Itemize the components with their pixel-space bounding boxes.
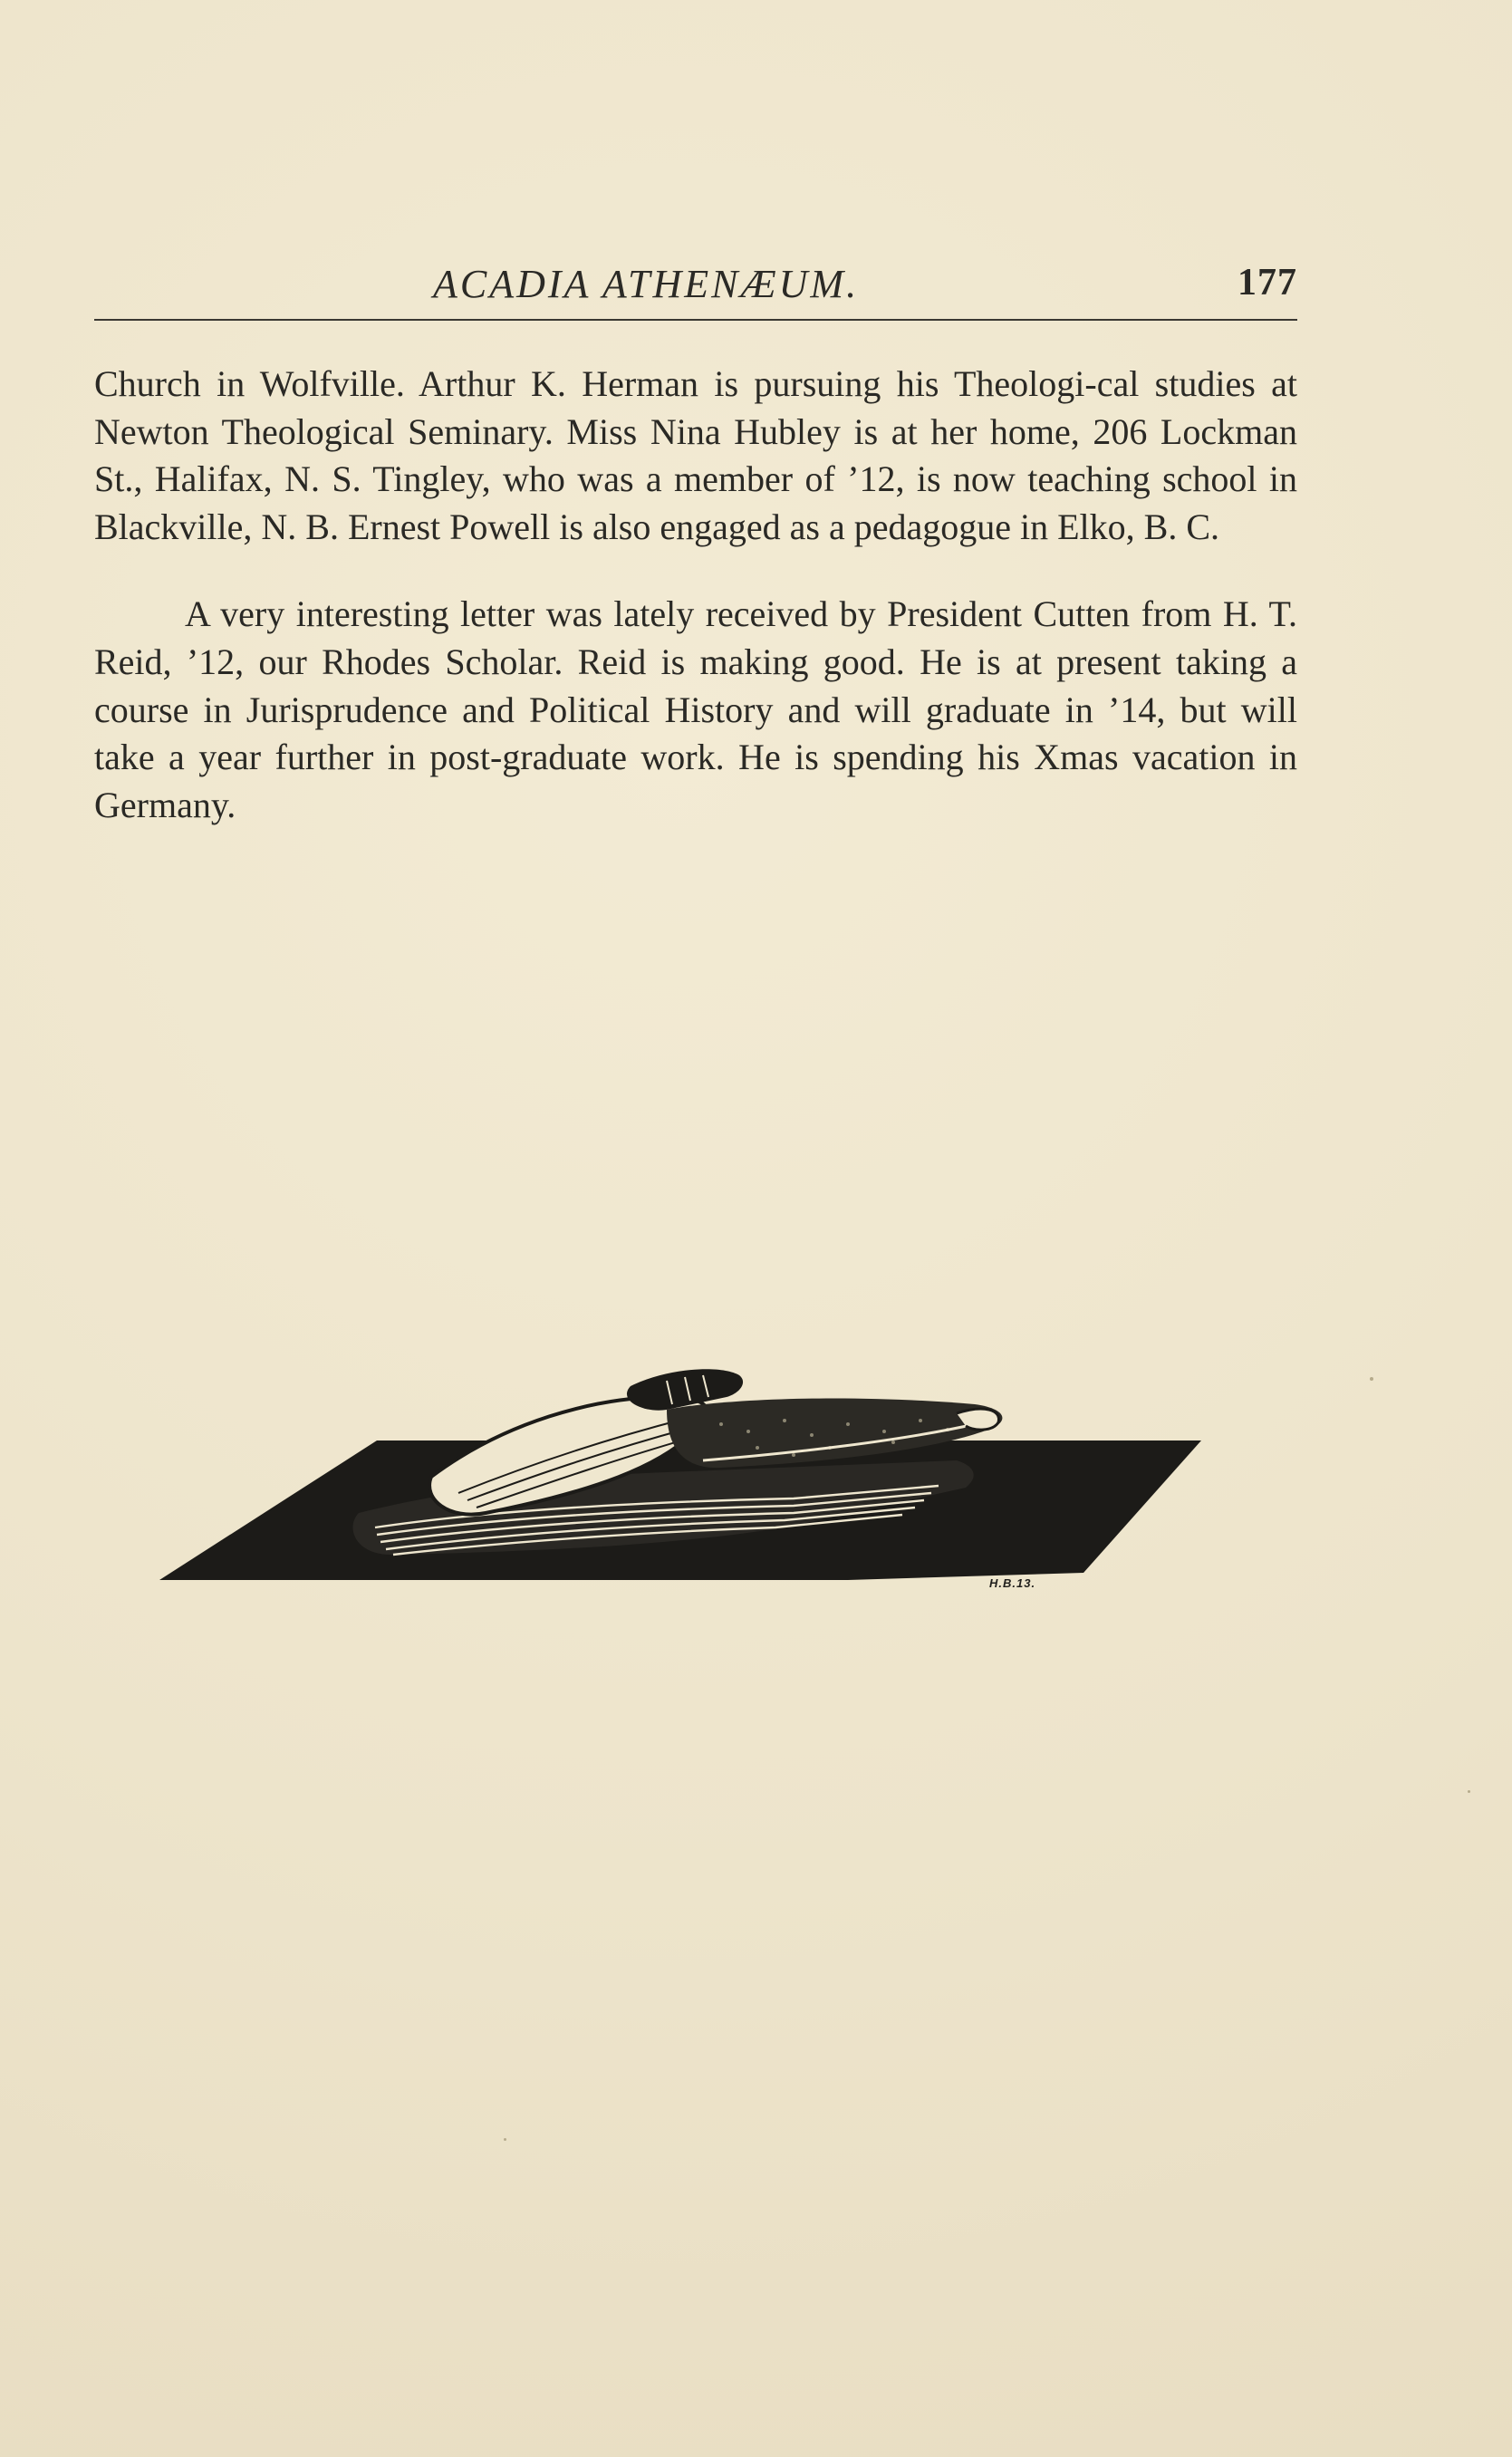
header-rule: [94, 319, 1297, 321]
paper-speck: [1370, 1377, 1373, 1381]
artist-monogram: H.B.13.: [989, 1576, 1036, 1590]
running-title: ACADIA ATHENÆUM.: [433, 262, 860, 306]
paper-speck: [1468, 1790, 1470, 1793]
open-book-illustration: [159, 1341, 1210, 1604]
paper-speck: [504, 2138, 506, 2141]
page-number: 177: [1238, 262, 1297, 304]
running-header: [94, 255, 1297, 321]
open-book-woodcut: [159, 1341, 1210, 1604]
paragraph-rhodes-scholar: A very interesting letter was lately received by President Cutten from H. T. Reid, ’12, our Rhodes Scholar. Reid is making good. He is at present taking a course in Jurisprudence and Political History and will graduate in ’14, but will take a year further in post-graduate work. He is spending his Xmas vacation in Germany.: [94, 593, 1297, 825]
body-text: [94, 361, 1297, 829]
paragraph-alumni-notes: Church in Wolfville. Arthur K. Herman is pursuing his Theologi-cal studies at Newton Theological Seminary. Miss Nina Hubley is at her home, 206 Lockman St., Halifax, N. S. Tingley, who was a member of ’12, is now teaching school in Blackville, N. B. Ernest Powell is also engaged as a pedagogue in Elko, B. C.: [94, 363, 1297, 547]
